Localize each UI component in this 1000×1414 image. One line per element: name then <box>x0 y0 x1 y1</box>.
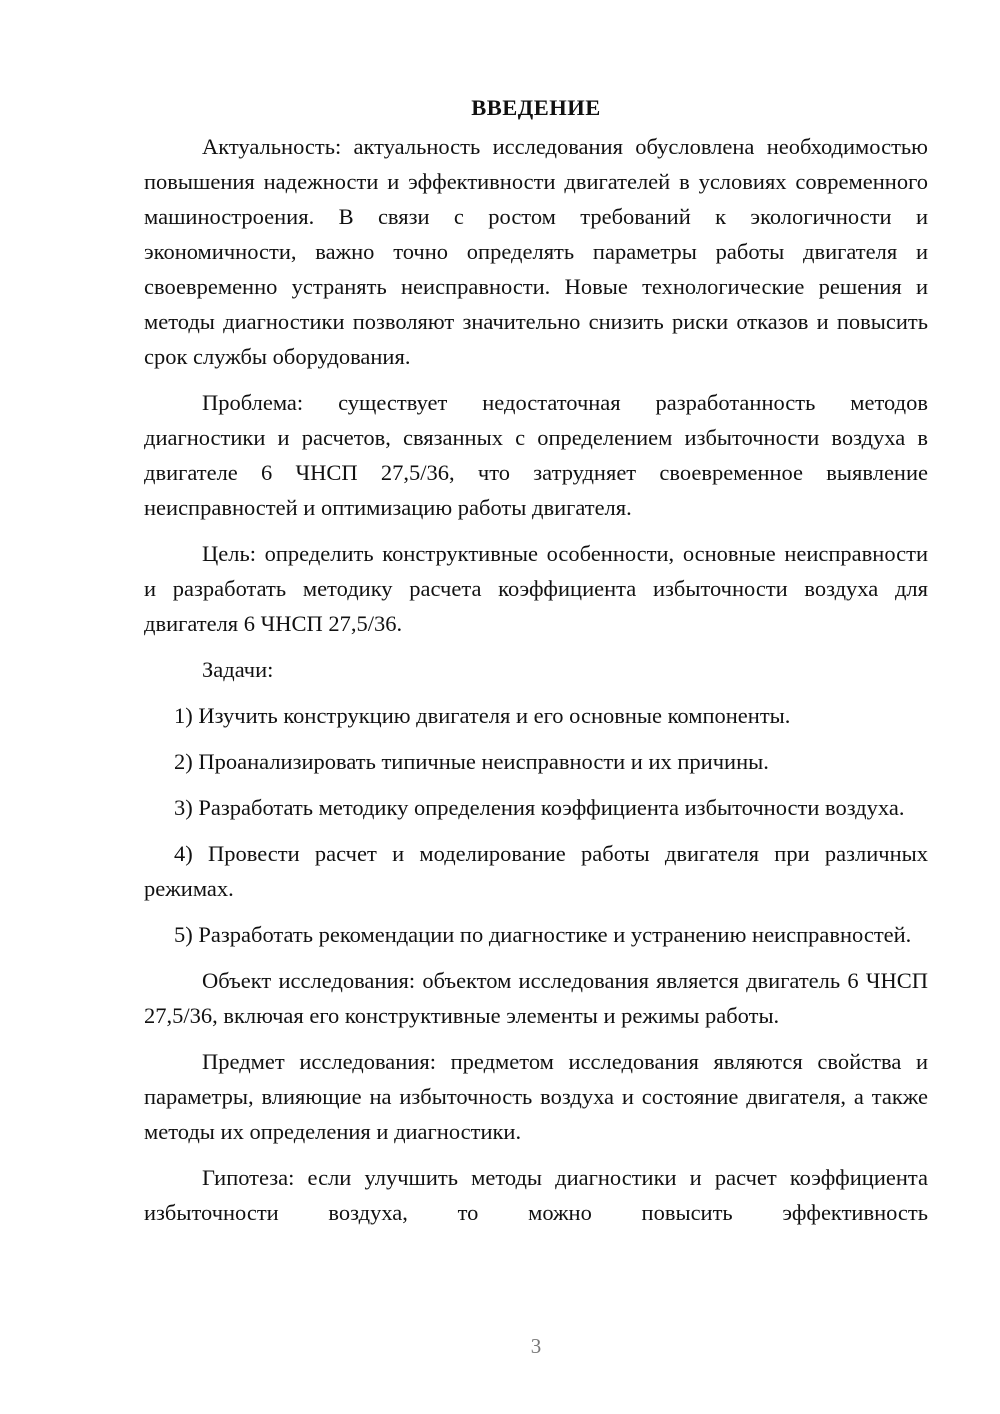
task-item-1: 1) Изучить конструкцию двигателя и его основные компоненты. <box>174 703 791 728</box>
object-paragraph: Объект исследования: объектом исследования является двигатель 6 ЧНСП 27,5/36, включая его конструктивные элементы и режимы работы. <box>144 968 928 1028</box>
task-item-3: 3) Разработать методику определения коэффициента избыточности воздуха. <box>174 795 905 820</box>
task-item-4: 4) Провести расчет и моделирование работы двигателя при различных режимах. <box>144 841 928 901</box>
hypothesis-paragraph: Гипотеза: если улучшить методы диагностики и расчет коэффициента избыточности воздуха, то можно повысить эффективность <box>144 1165 928 1225</box>
problem-paragraph: Проблема: существует недостаточная разработанность методов диагностики и расчетов, связанных с определением избыточности воздуха в двигателе 6 ЧНСП 27,5/36, что затрудняет своевременное выявление неисправностей и оптимизацию работы двигателя. <box>144 390 928 520</box>
subject-paragraph: Предмет исследования: предметом исследования являются свойства и параметры, влияющие на избыточность воздуха и состояние двигателя, а также методы их определения и диагностики. <box>144 1049 928 1144</box>
tasks-label: Задачи: <box>202 657 274 682</box>
task-item-5: 5) Разработать рекомендации по диагностике и устранению неисправностей. <box>174 922 912 947</box>
page-number: 3 <box>530 1334 542 1358</box>
goal-paragraph: Цель: определить конструктивные особенности, основные неисправности и разработать методику расчета коэффициента избыточности воздуха для двигателя 6 ЧНСП 27,5/36. <box>144 541 928 636</box>
page-content <box>144 90 928 1241</box>
relevance-paragraph: Актуальность: актуальность исследования обусловлена необходимостью повышения надежности и эффективности двигателей в условиях современного машиностроения. В связи с ростом требований к экологичности и экономичности, важно точно определять параметры работы двигателя и своевременно устранять неисправности. Новые технологические решения и методы диагностики позволяют значительно снизить риски отказов и повысить срок службы оборудования. <box>144 134 928 369</box>
section-title: ВВЕДЕНИЕ <box>471 95 601 120</box>
task-item-2: 2) Проанализировать типичные неисправности и их причины. <box>174 749 769 774</box>
